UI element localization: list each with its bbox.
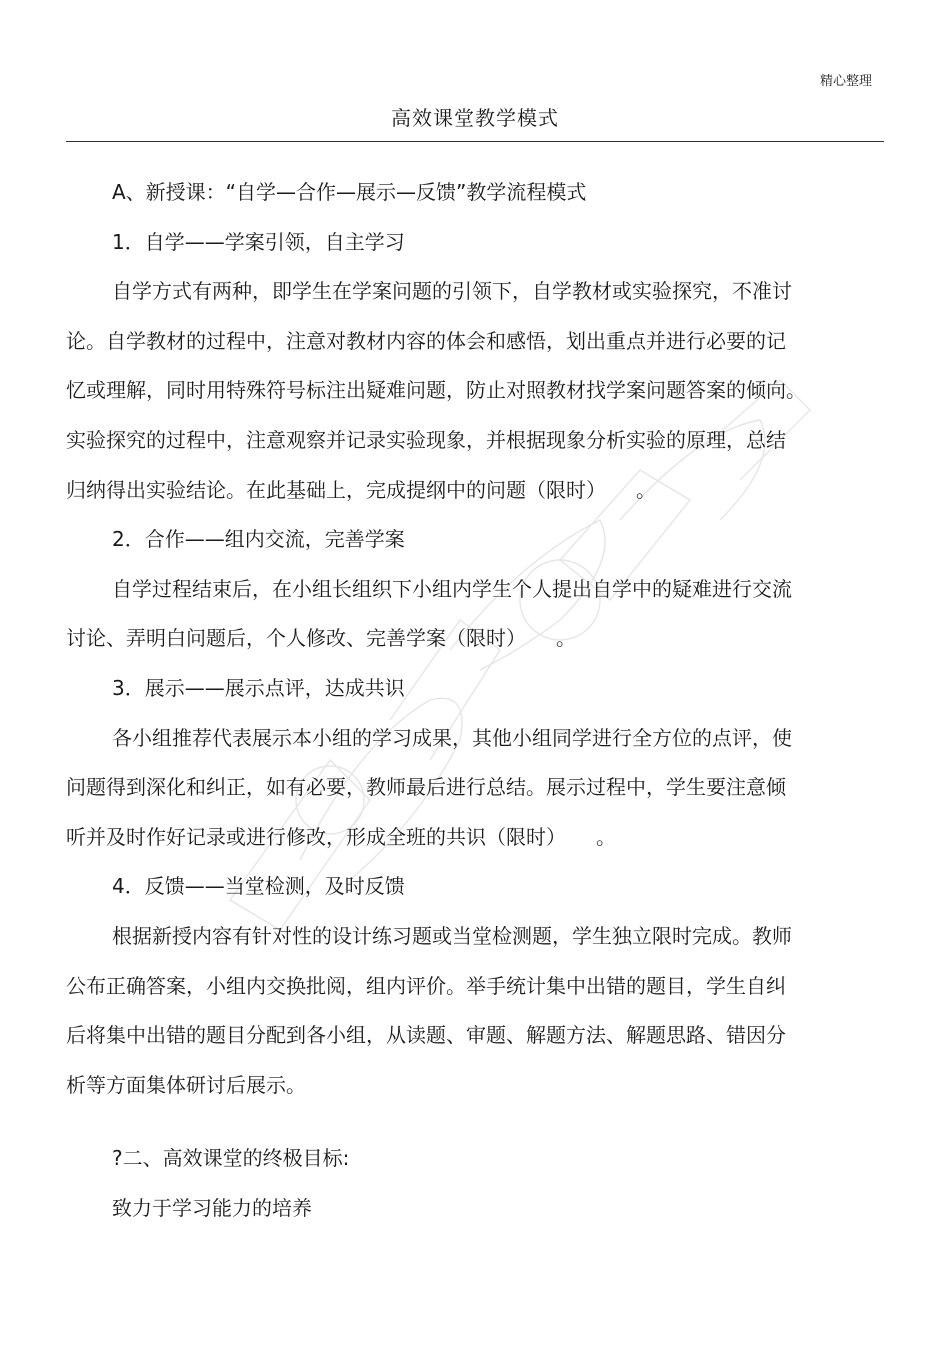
text-line: 1．自学——学案引领，自主学习 [112,229,405,254]
text-line: 讨论、弄明白问题后，个人修改、完善学案（限时） 。 [66,626,576,651]
text-line: 听并及时作好记录或进行修改，形成全班的共识（限时） 。 [66,824,616,849]
text-line: 论。自学教材的过程中，注意对教材内容的体会和感悟，划出重点并进行必要的记 [66,328,786,353]
text-line: 实验探究的过程中，注意观察并记录实验现象，并根据现象分析实验的原理，总结 [66,427,786,452]
title-divider [66,141,884,142]
section-gap [66,1110,836,1134]
text-line: 公布正确答案，小组内交换批阅，组内评价。举手统计集中出错的题目，学生自纠 [66,973,786,998]
text-line: 各小组推荐代表展示本小组的学习成果，其他小组同学进行全方位的点评，使 [112,725,792,750]
text-line: 2．合作——组内交流，完善学案 [112,527,405,552]
text-line: 问题得到深化和纠正，如有必要，教师最后进行总结。展示过程中，学生要注意倾 [66,775,786,800]
document-title: 高效课堂教学模式 [391,106,559,130]
text-line: 后将集中出错的题目分配到各小组，从读题、审题、解题方法、解题思路、错因分 [66,1023,786,1048]
header-note: 精心整理 [819,74,872,89]
document-body [66,168,836,1233]
text-line: 自学过程结束后，在小组长组织下小组内学生个人提出自学中的疑难进行交流 [112,576,792,601]
text-line: 根据新授内容有针对性的设计练习题或当堂检测题，学生独立限时完成。教师 [112,923,792,948]
text-line: 4．反馈——当堂检测，及时反馈 [112,874,405,899]
text-line: 忆或理解，同时用特殊符号标注出疑难问题，防止对照教材找学案问题答案的倾向。 [66,378,806,403]
text-line: 析等方面集体研讨后展示。 [66,1072,306,1097]
text-line: 3．展示——展示点评，达成共识 [112,675,405,700]
text-line: A、新授课：“自学—合作—展示—反馈”教学流程模式 [112,180,587,204]
text-line: 致力于学习能力的培养 [112,1195,312,1220]
text-line: 归纳得出实验结论。在此基础上，完成提纲中的问题（限时） 。 [66,477,656,502]
text-line: ?二、高效课堂的终极目标: [112,1146,350,1171]
text-line: 自学方式有两种，即学生在学案问题的引领下，自学教材或实验探究，不准讨 [112,279,792,304]
